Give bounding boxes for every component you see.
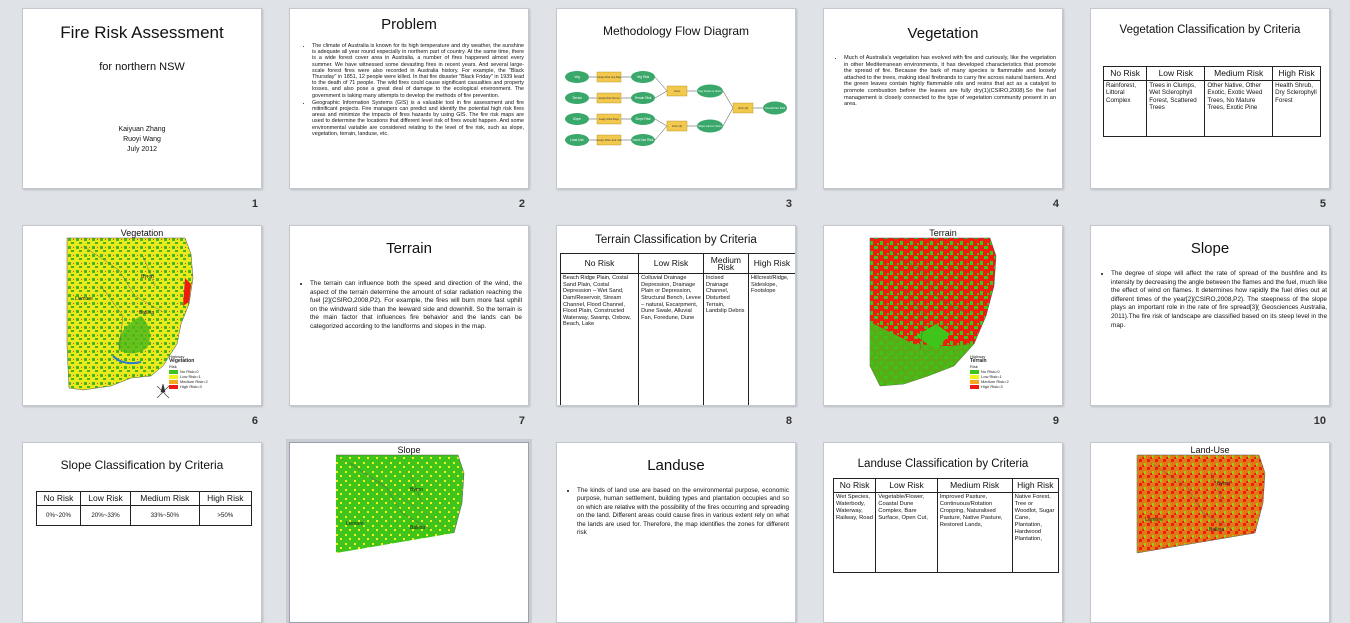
- map-town-label: Lismore: [75, 296, 93, 302]
- landuse-criteria-table: [833, 478, 1059, 573]
- bullet: • Much of Australia's vegetation has evolved with fire and curiously, like the vegetation in other Mediterranean environments, it has developed characteristics that promote the spread of fire. Because the bark of many species is flammable and loosely attached to the trees, making ideal firebrands to carry fire across natural barriers. And the green leaves contain highly flammable oils and resins that act as a catalyst to promote combustion before the leaves are fully dry(1)(CSIRO,2008).So the fuel management is closely connected to the type of vegetation community present in an area.: [844, 55, 1056, 108]
- slide-title: Terrain: [386, 240, 432, 257]
- slide-title: Slope Classification by Criteria: [60, 458, 224, 472]
- legend-title: Terrain: [970, 358, 987, 364]
- slide-thumbnail-9[interactable]: [823, 225, 1063, 406]
- legend-item: No Risk=0: [169, 369, 208, 374]
- slide-number-7: 7: [518, 415, 525, 427]
- slide-subtitle: for northern NSW: [99, 61, 185, 73]
- map-town-label: Lismore: [346, 521, 364, 527]
- table-cell: Improved Pasture, Continuous/Rotation Cropping, Naturalised Pasture, Native Pasture, Restored Lands,: [937, 493, 1012, 573]
- slide-number-10: 10: [1313, 415, 1326, 427]
- table-cell: Beach Ridge Plain, Costal Sand Plain, Costal Depression – Wet Sand, Dam/Reservoir, Stream Channel, Flood Channel, Flood Plain, Constructed Waterway, Swamp, Oxbow, Beach, Lake: [561, 274, 639, 406]
- table-cell: Health Shrub, Dry Sclerophyll Forest: [1273, 81, 1321, 137]
- table-cell: Other Native, Other Exotic, Exotic Weed Trees, No Mature Trees, Exotic Pine: [1205, 81, 1273, 137]
- slide-thumbnail-12[interactable]: [289, 442, 529, 623]
- slide-number-9: 9: [1052, 415, 1059, 427]
- slide-thumbnail-6[interactable]: [22, 225, 262, 406]
- slide-thumbnail-11[interactable]: [22, 442, 262, 623]
- bullet: • Geographic Information Systems (GIS) is a valuable tool in fire assessment and fire mitinificant projects. Fire managers can predict and identify the potential high risk fires areas and minimize the impacts of fires hazards by using GIS. The fire risk maps are used to determine the locations that different level risk of fires would happen. And some environmental variable are considered relating to the level of fire risk, such as slope, vegetation, terrain, landuse, etc.: [312, 100, 524, 137]
- legend-item: Low Risk=1: [970, 374, 1009, 379]
- flow-label: Land Use: [570, 138, 584, 142]
- slide-number-6: 6: [251, 415, 258, 427]
- map-town-label: Ballina: [410, 525, 426, 531]
- slide-title: Fire Risk Assessment: [60, 23, 224, 42]
- map-town-label: Lismore: [1145, 517, 1163, 523]
- slope-criteria-table: [36, 491, 252, 526]
- table-cell: Native Forest, Tree or Woodlot, Sugar Cane, Plantation, Hardwood Plantation,: [1012, 493, 1058, 573]
- date: July 2012: [127, 146, 157, 153]
- map-legend: [169, 354, 208, 389]
- table-header: No Risk: [1104, 67, 1147, 81]
- flow-diagram: [557, 9, 796, 189]
- legend-highway: Highway: [169, 354, 185, 359]
- flow-label: Slope Risk: [635, 117, 651, 121]
- table-header: High Risk: [1273, 67, 1321, 81]
- landuse-risk-map: [1091, 443, 1330, 623]
- flow-label: Overall Fire Risk: [764, 106, 786, 110]
- table-cell: Incised Drainage Channel, Disturbed Terrain, Landslip Debris: [703, 274, 748, 406]
- slide-number-1: 1: [251, 198, 258, 210]
- slide-title: Problem: [381, 16, 437, 33]
- slide-thumbnail-8[interactable]: [556, 225, 796, 406]
- legend-item: Low Risk=1: [169, 374, 208, 379]
- bullet: • The terrain can influence both the speed and direction of the wind, the aspect of the terrain determine the amount of solar radiation reaching the fuel [2](CSIRO,2008,P2). For example, the fires will burn more fast uphill on the windward side than the leeward side and downhill. So the terrain is the main factor that influences fire behavior and the lands can be categorized according to the landforms and slopes in the map.: [310, 280, 522, 332]
- legend-subtitle: Risk: [169, 364, 177, 369]
- slide-title: Terrain Classification by Criteria: [595, 234, 757, 246]
- vegetation-criteria-table: [1103, 66, 1321, 137]
- flow-input-nodes: [565, 71, 589, 146]
- slide-thumbnail-5[interactable]: [1090, 8, 1330, 189]
- table-cell: Vegetable/Flower, Coastal Dune Complex, Bare Surface, Open Cut,: [876, 493, 937, 573]
- table-header: High Risk: [748, 254, 795, 274]
- flow-label: Veg Terrain w Union: [698, 90, 722, 93]
- table-cell: Wet Species, Waterbody, Waterway, Railway, Road: [834, 493, 876, 573]
- table-cell: 20%~33%: [81, 506, 131, 526]
- slide-thumbnail-10[interactable]: [1090, 225, 1330, 406]
- slide-thumbnail-15[interactable]: [1090, 442, 1330, 623]
- map-town-label: Ballina: [139, 310, 155, 316]
- table-header: Low Risk: [1147, 67, 1205, 81]
- slide-title: Land-Use: [1190, 445, 1230, 455]
- slide-body: [300, 280, 522, 333]
- table-cell: Colluvial Drainage Depression, Drainage Plain or Depression, Structural Bench, Levee – natural, Escarpment, Dune Swale, Alluvial Fan, Foredune, Dune: [639, 274, 704, 406]
- flow-label: Slope Land w Union: [698, 125, 722, 128]
- table-header: Low Risk: [81, 492, 131, 506]
- slide-number-8: 8: [785, 415, 792, 427]
- map-town-label: Byron: [410, 487, 424, 493]
- bullet: • The degree of slope will affect the rate of spread of the bushfire and its intensity by decreasing the angle between the flames and the fuel, much like the effect of wind on flames. It determines how rapidly the fuel dries out at different times of the year[2](CSIRO,2008,P2). The steepness of the slope plays an important role in the rate of fire spread[3]( Geosciences Australia, 2011).The fire risk of landscape are classified based on its steep level in the map.: [1111, 270, 1327, 330]
- flow-label: Union (3): [737, 107, 749, 110]
- flow-label: Veg: [574, 75, 580, 79]
- vegetation-risk-map: [23, 226, 262, 406]
- slide-thumbnail-2[interactable]: [289, 8, 529, 189]
- table-cell: 0%~20%: [37, 506, 81, 526]
- table-header: Low Risk: [876, 479, 937, 493]
- slide-thumbnail-4[interactable]: [823, 8, 1063, 189]
- table-header: High Risk: [1012, 479, 1058, 493]
- table-cell: >50%: [199, 506, 251, 526]
- flow-label: Assign Risk Veg Map: [597, 76, 621, 79]
- table-cell: Rainforest, Littoral Complex: [1104, 81, 1147, 137]
- table-cell: Hillcrest/Ridge, Sideslope, Footslope: [748, 274, 795, 406]
- slide-body: [302, 43, 524, 138]
- flow-label: Terrain Risk: [634, 96, 652, 100]
- table-header: Medium Risk: [131, 492, 200, 506]
- slide-number-5: 5: [1319, 198, 1326, 210]
- flow-label: Slope: [572, 117, 582, 121]
- terrain-criteria-table: [560, 253, 796, 406]
- slide-title: Terrain: [929, 228, 957, 238]
- slide-body: [1101, 270, 1327, 331]
- map-town-label: Byron: [141, 274, 155, 280]
- table-header: No Risk: [834, 479, 876, 493]
- slide-number-2: 2: [518, 198, 525, 210]
- table-header: Low Risk: [639, 254, 704, 274]
- slope-risk-map: [290, 443, 529, 623]
- legend-item: High Risk=3: [169, 384, 208, 389]
- north-arrow-icon: [157, 384, 169, 398]
- map-town-label: Ballina: [1209, 527, 1225, 533]
- legend-item: Medium Risk=2: [169, 379, 208, 384]
- table-cell: 33%~50%: [131, 506, 200, 526]
- slide-title: Landuse Classification by Criteria: [857, 458, 1029, 470]
- slide-title: Vegetation Classification by Criteria: [1119, 24, 1301, 36]
- slide-title: Methodology Flow Diagram: [602, 24, 750, 38]
- slide-number-3: 3: [785, 198, 792, 210]
- slide-title: Landuse: [647, 457, 705, 474]
- table-header: High Risk: [199, 492, 251, 506]
- table-header: Medium Risk: [703, 254, 748, 274]
- terrain-risk-map: [824, 226, 1063, 406]
- table-header: No Risk: [561, 254, 639, 274]
- slide-title: Slope: [1190, 240, 1230, 257]
- table-cell: Trees in Clumps, Wet Sclerophyll Forest, Scattered Trees: [1147, 81, 1205, 137]
- slide-thumbnail-3[interactable]: [556, 8, 796, 189]
- author-1: Kaiyuan Zhang: [118, 126, 166, 133]
- authors: [23, 125, 261, 155]
- map-legend: [970, 354, 1009, 389]
- flow-label: Assign Risk Land Use: [596, 139, 622, 142]
- flow-label: Assign Risk Slope: [598, 118, 620, 121]
- slide-body: [567, 487, 789, 538]
- flow-label: Veg Risk: [636, 75, 650, 79]
- legend-item: High Risk=3: [970, 384, 1009, 389]
- slide-thumbnail-13[interactable]: [556, 442, 796, 623]
- legend-item: Medium Risk=2: [970, 379, 1009, 384]
- slide-number-4: 4: [1052, 198, 1059, 210]
- flow-label: Union: [673, 90, 681, 93]
- table-header: No Risk: [37, 492, 81, 506]
- legend-subtitle: Risk: [970, 364, 978, 369]
- flow-label: Union (2): [671, 125, 683, 128]
- flow-label: Assign Risk Terrain: [598, 97, 620, 100]
- flow-label: Land Use Risk: [632, 138, 654, 142]
- slide-body: [834, 55, 1056, 109]
- map-town-label: Byron: [1217, 481, 1231, 487]
- slide-title: Vegetation: [907, 25, 979, 42]
- legend-highway: Highway: [970, 354, 986, 359]
- flow-label: Terrain: [572, 96, 582, 100]
- slide-title: Vegetation: [120, 228, 164, 238]
- legend-item: No Risk=0: [970, 369, 1009, 374]
- slide-thumbnail-1[interactable]: [22, 8, 262, 189]
- bullet: • The climate of Australia is known for its high temperature and dry weather, the sunshine is adequate all year round especially in northern part of country. At the same time, there is a wide forest cover area in Australia, a number of fires happened almost every summer. We have witnessed some devasting fires in recent years. And several large-scale forest fires were also recorded in Australia history. For example, the "Black Thursday" in 1851, 12 people were killed. In that fire disaster "Black Friday" in 1939 lead to the death of 71 people. The wild fires could cause significant casualties and property losses, and also pose a great deal of damage to the ecological environment. The government is taking many attempts to develop the methods of fire prevention.: [312, 43, 524, 99]
- slide-title: Slope: [397, 445, 421, 455]
- table-header: Medium Risk: [1205, 67, 1273, 81]
- table-header: Medium Risk: [937, 479, 1012, 493]
- slide-thumbnail-14[interactable]: [823, 442, 1063, 623]
- author-2: Ruoyi Wang: [123, 136, 161, 143]
- slide-thumbnail-7[interactable]: [289, 225, 529, 406]
- legend-title: Vegetation: [169, 358, 195, 364]
- bullet: • The kinds of land use are based on the environmental purpose, economic purpose, human settlement, building types and plantation occupies and so on which are relative with the possibility of the fires occurring and spreading on the land. Different areas could cause fires in various extent rely on what the lands are used for. Therefore, the map identifies the zones for different risk: [577, 487, 789, 537]
